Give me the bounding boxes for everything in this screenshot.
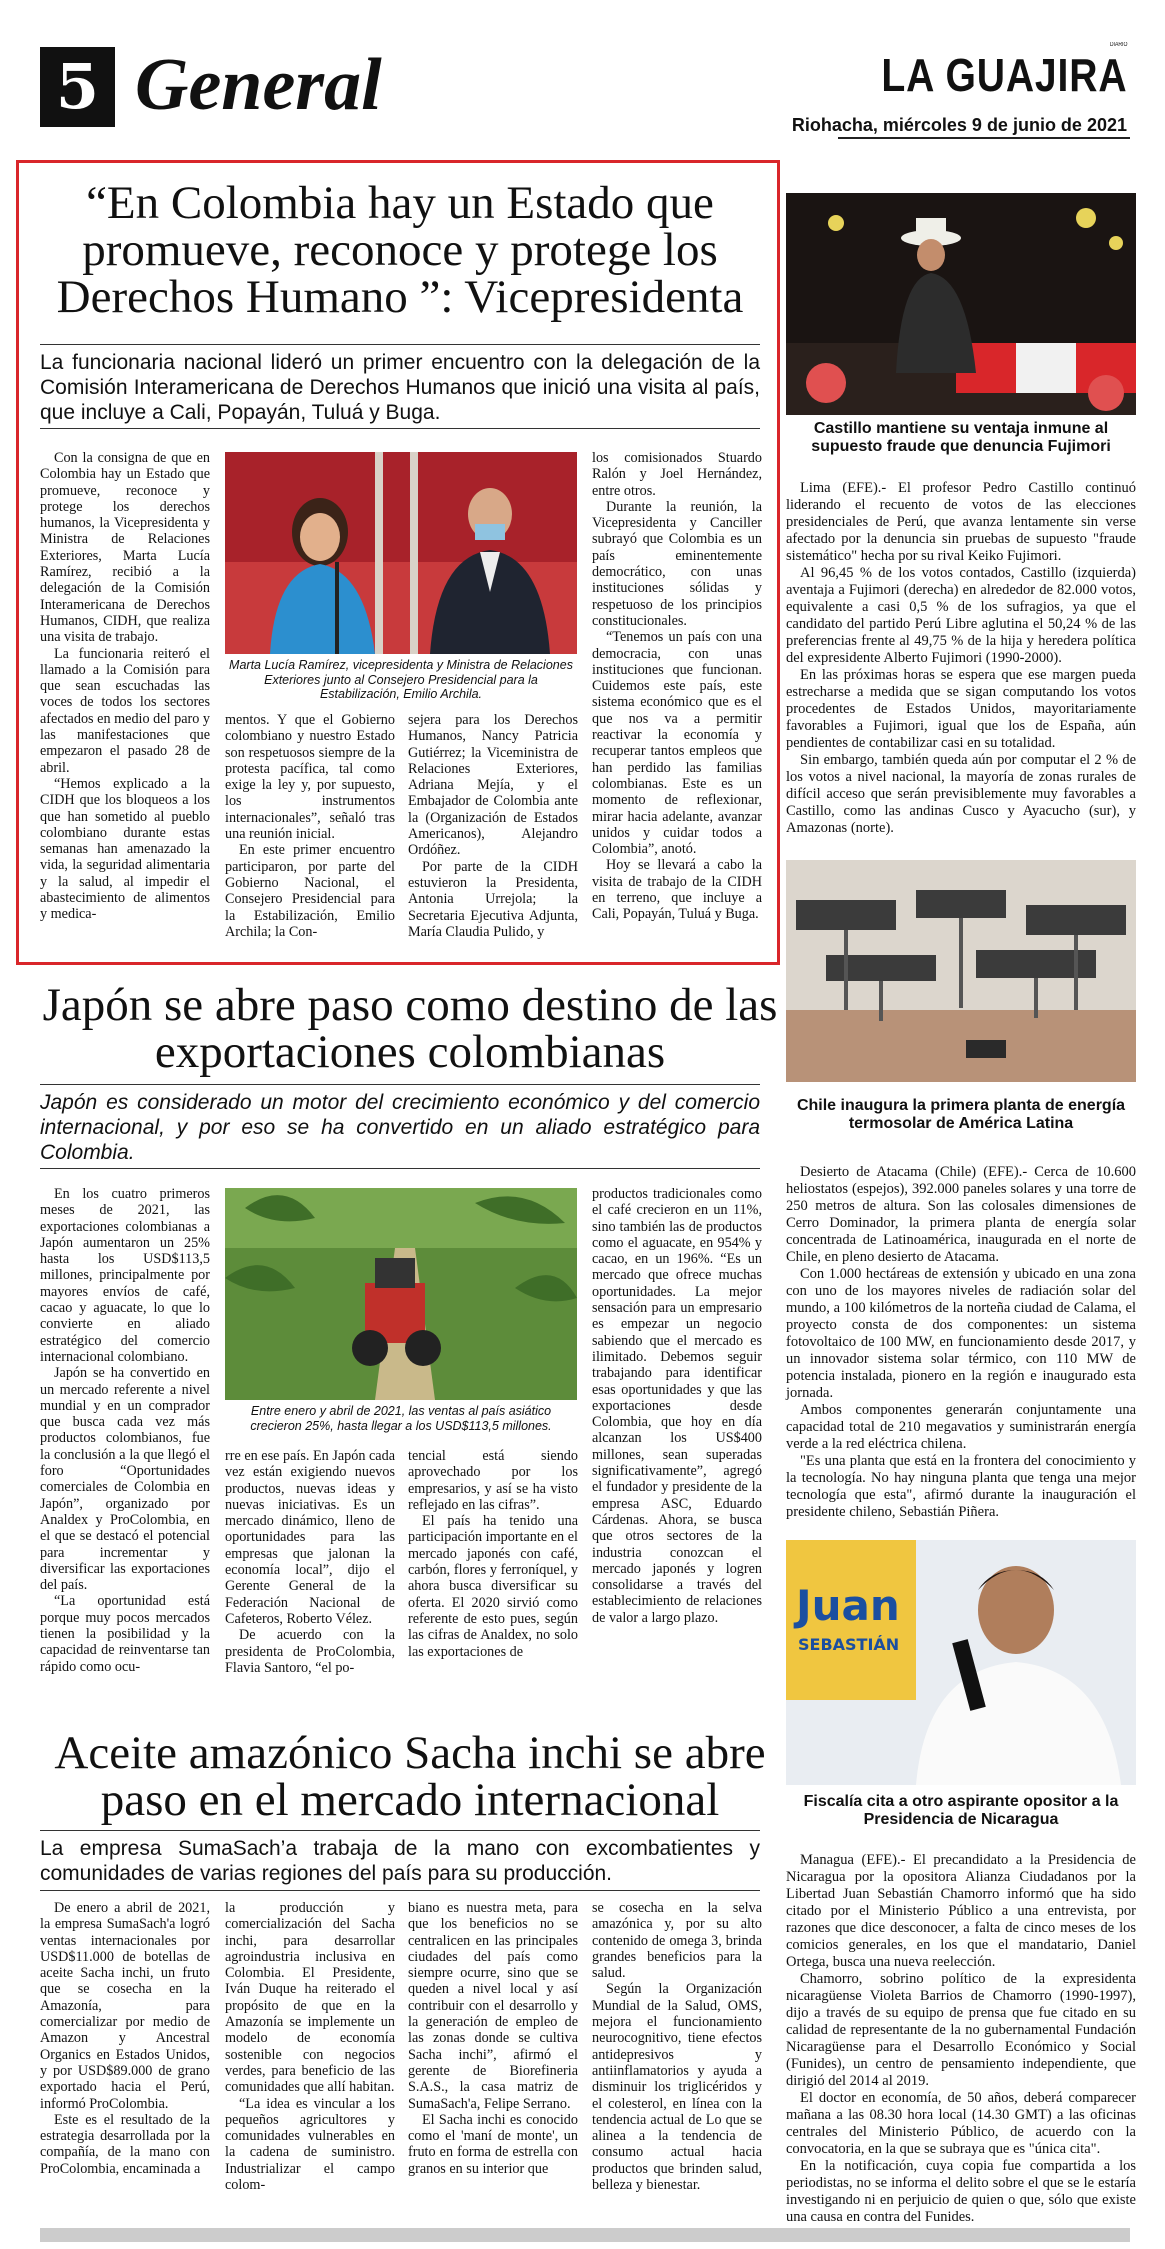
article2-col2 <box>225 1448 395 1676</box>
article3-rule-top <box>40 1830 760 1831</box>
article3-deck: La empresa SumaSach’a trabaja de la mano con excombatientes y comunidades de varias regiones del país para su producción. <box>40 1837 760 1885</box>
brand-name: LA GUAJIRA <box>880 49 1127 101</box>
castillo-rally-photo-illustration <box>786 193 1136 415</box>
page-number: 5 <box>40 47 115 127</box>
side1-title: Castillo mantiene su ventaja inmune al supuesto fraude que denuncia Fujimori <box>811 420 1111 455</box>
article2-photo-caption: Entre enero y abril de 2021, las ventas al país asiático crecieron 25%, hasta llegar a los USD$113,5 millones. <box>250 1404 552 1433</box>
paragraph: “La idea es vincular a los pequeños agricultores y comunidades vulnerables en la cadena de suministro. Industrializar el campo colom- <box>225 2095 395 2194</box>
paragraph: tencial está siendo aprovechado por los empresarios, y así se ha visto reflejado en las cifras”. <box>408 1448 578 1513</box>
paragraph: Con 1.000 hectáreas de extensión y ubicado en una zona con uno de los mayores niveles de radiación solar del mundo, a 100 kilómetros de la norteña ciudad de Calama, el proyecto consta de dos componentes: un sistema fotovoltaico de 100 MW, en funcionamiento desde 2017, y un innovador sistema solar térmico, con 110 MW de potencia instalada, pionero en la región e inaugurado esta jornada. <box>786 1266 1136 1401</box>
article2-photo <box>225 1188 577 1400</box>
paragraph: productos tradicionales como el café crecieron en un 11%, sino también las de productos como el aguacate, en 954% y cacao, en un 196%. “Es un mercado que ofrece muchas oportunidades. La mejor sensación para un empresario es empezar un negocio sabiendo que el mercado es ilimitado. Debemos seguir trabajando para identificar esas oportunidades y que las exportaciones desde Colombia, que hoy en día alcanzan los US$400 millones, sean superadas significativamente”, agregó el fundador y presidente de la empresa ASC, Eduardo Cárdenas. Ahora, se busca que otros sectores de la industria conozcan el mercado japonés y logren consolidarse a través del establecimiento de relaciones de valor a largo plazo. <box>592 1186 762 1626</box>
paragraph: En las próximas horas se espera que ese margen pueda estrecharse a medida que se sigan computando los votos procedentes de Estados Unidos, mayoritariamente favorables a Fujimori, igual que los de España, aún pendientes de contabilizar casi en su totalidad. <box>786 667 1136 751</box>
paragraph: En los cuatro primeros meses de 2021, las exportaciones colombianas a Japón aumentaron un 25% hasta los USD$113,5 millones, principalmente por mayores envíos de café, cacao y aguacate, lo que lo convierte en aliado estratégico del comercio internacional colombiano. <box>40 1186 210 1365</box>
header-rule <box>838 137 1130 139</box>
paragraph: “La oportunidad está porque muy pocos mercados tienen la posibilidad y la capacidad de reinventarse tan rápido como ocu- <box>40 1593 210 1675</box>
paragraph: De acuerdo con la presidenta de ProColombia, Flavia Santoro, “el po- <box>225 1627 395 1676</box>
paragraph: De enero a abril de 2021, la empresa SumaSach'a logró ventas internacionales por USD$11.000 de botellas de aceite Sacha inchi, un fruto que se cosecha en la Amazonía, para comercializar por medio de Amazon y Ancestral Organics en Estados Unidos, y por USD$89.000 de grano exportado hacia el Perú, informó ProColombia. <box>40 1900 210 2112</box>
footer-bar <box>40 2228 1130 2242</box>
paragraph: “Hemos explicado a la CIDH que los bloqueos a los que han sometido al pueblo colombiano durante estas semanas han amenazado la vida, la seguridad alimentaria y la salud, al impedir el abastecimiento de alimentos y medica- <box>40 775 210 923</box>
side2-photo <box>786 860 1136 1082</box>
paragraph: la producción y comercialización del Sacha inchi, para desarrollar agroindustria inclusiva en Colombia. El Presidente, Iván Duque ha reiterado el propósito de que en la Amazonía se implemente un modelo de economía sostenible con negocios verdes, para beneficio de las comunidades que allí habitan. <box>225 1900 395 2096</box>
newspaper-logo <box>880 42 1127 102</box>
article2-headline: Japón se abre paso como destino de las exportaciones colombianas <box>42 979 778 1078</box>
paragraph: En este primer encuentro participaron, por parte del Gobierno Nacional, el Consejero Presidencial para la Estabilización, Emilio Archila; la Con- <box>225 842 395 940</box>
article1-photo <box>225 452 577 654</box>
paragraph: sejera para los Derechos Humanos, Nancy Patricia Gutiérrez; la Viceministra de Relaciones Exteriores, Adriana Mejía, y el Embajador de Colombia ante la (Organización de Estados Americanos), Alejandro Ordóñez. <box>408 712 578 859</box>
paragraph: se cosecha en la selva amazónica y, por su alto contenido de omega 3, brinda grandes beneficios para la salud. <box>592 1900 762 1982</box>
paragraph: Japón se ha convertido en un mercado referente a nivel mundial y en un comprador que busca cada vez más productos colombianos, fue la conclusión a la que llegó el foro “Oportunidades comerciales de Colombia en Japón”, organizado por Analdex y ProColombia, en el que se destacó el potencial para incrementar y diversificar las exportaciones del país. <box>40 1365 210 1594</box>
article1-rule-bottom <box>40 428 760 429</box>
article3-col4 <box>592 1900 762 2193</box>
paragraph: La funcionaria reiteró el llamado a la Comisión para que sean escuchadas las voces de todos los sectores afectados en medio del paro y las manifestaciones que empezaron el pasado 28 de abril. <box>40 645 210 776</box>
paragraph: los comisionados Stuardo Ralón y Joel Hernández, entre otros. <box>592 450 762 499</box>
vicepresident-photo-illustration <box>225 452 577 654</box>
paragraph: Sin embargo, también queda aún por computar el 2 % de los votos a nivel nacional, la mayoría de zonas rurales de difícil acceso que serán previsiblemente muy favorables a Castillo, como las andinas Cusco y Ayacucho (sur), y Amazonas (norte). <box>786 752 1136 836</box>
article1-headline: “En Colombia hay un Estado que promueve, reconoce y protege los Derechos Humano ”: Vicepresidenta <box>56 177 744 323</box>
paragraph: Lima (EFE).- El profesor Pedro Castillo continuó liderando el recuento de votos de las elecciones presidenciales de Perú, que avanza lentamente sin verse afectado por la denuncia sin pruebas de supuesto "fraude sistemático" hecha por su rival Keiko Fujimori. <box>786 480 1136 564</box>
article3-col3 <box>408 1900 578 2177</box>
article2-col4 <box>592 1186 762 1626</box>
side1-photo <box>786 193 1136 415</box>
article3-headline: Aceite amazónico Sacha inchi se abre paso en el mercado internacional <box>54 1727 766 1826</box>
paragraph: “Tenemos un país con una democracia, con unas instituciones que funcionan. Cuidemos este país, este sistema económico que es el que nos va a permitir reactivar la economía y recuperar tantos empleos que han perdido las familias colombianas. Este es un momento de reflexionar, mirar hacia adelante, avanzar unidos y cuidar todos a Colombia”, anotó. <box>592 629 762 858</box>
chamorro-photo-illustration <box>786 1540 1136 1785</box>
paragraph: Managua (EFE).- El precandidato a la Presidencia de Nicaragua por la opositora Alianza Ciudadanos por la Libertad Juan Sebastián Chamorro informó que ha sido citado por el Ministerio Público a una entrevista, por razones que dice desconocer, a falta de cinco meses de los comicios generales, en los que el mandatario, Daniel Ortega, busca una nueva reelección. <box>786 1852 1136 1970</box>
side3-photo <box>786 1540 1136 1785</box>
tractor-farm-photo-illustration <box>225 1188 577 1400</box>
paragraph: El doctor en economía, de 50 años, deberá comparecer mañana a las 08.30 hora local (14.30 GMT) a las oficinas centrales del Ministerio Público, de acuerdo con la convocatoria, en la que se subraya que es "única cita". <box>786 2090 1136 2157</box>
section-title: General <box>135 44 382 126</box>
article1-col4 <box>592 450 762 923</box>
side2-title: Chile inaugura la primera planta de energía termosolar de América Latina <box>796 1097 1126 1132</box>
paragraph: rre en ese país. En Japón cada vez están exigiendo nuevos productos, nuevas ideas y nuevas iniciativas. Es un mercado dinámico, lleno de oportunidades para las empresas que jalonan la economía local”, dijo el Gerente General de la Federación Nacional de Cafeteros, Roberto Vélez. <box>225 1448 395 1627</box>
article1-col2 <box>225 712 395 940</box>
article2-col1 <box>40 1186 210 1675</box>
article1-photo-caption: Marta Lucía Ramírez, vicepresidenta y Ministra de Relaciones Exteriores junto al Consejero Presidencial para la Estabilización, Emilio Archila. <box>229 658 573 701</box>
paragraph: Este es el resultado de la estrategia desarrollada por la compañía, de la mano con ProColombia, encaminada a <box>40 2111 210 2177</box>
paragraph: Chamorro, sobrino político de la expresidenta nicaragüense Violeta Barrios de Chamorro (1990-1997), dijo a través de su equipo de prensa que fue citado en su calidad de representante de la no gubernamental Fundación Nicaragüense para el Desarrollo Económico y Social (Funides), un centro de pensamiento independiente, que dirigió del 2014 al 2019. <box>786 1971 1136 2089</box>
side3-body <box>786 1852 1136 2226</box>
paragraph: Ambos componentes generarán conjuntamente una capacidad total de 210 megavatios y suministrarán energía verde a la red eléctrica chilena. <box>786 1402 1136 1452</box>
paragraph: En la notificación, cuya copia fue compartida a los periodistas, no se informa el delito sobre el que se le estaría investigando ni en perjuicio de quien o que, sólo que existe una causa en contra del Funides. <box>786 2158 1136 2225</box>
paragraph: mentos. Y que el Gobierno colombiano y nuestro Estado son respetuosos siempre de la protesta pacífica, tal como exige la ley y, por supuesto, los instrumentos internacionales”, señaló tras una reunión inicial. <box>225 712 395 843</box>
dateline: Riohacha, miércoles 9 de junio de 2021 <box>791 115 1127 135</box>
article3-col2 <box>225 1900 395 2193</box>
article3-col1 <box>40 1900 210 2177</box>
paragraph: Con la consigna de que en Colombia hay un Estado que promueve, reconoce y protege los derechos humanos, la Vicepresidenta y Ministra de Relaciones Exteriores, Marta Lucía Ramírez, recibió a la delegación de la Comisión Interamericana de Derechos Humanos, CIDH, que realiza una visita de trabajo. <box>40 450 210 646</box>
paragraph: biano es nuestra meta, para que los beneficios no se centralicen en las principales ciudades del país como siempre ocurre, sino que se queden a nivel local y así contribuir con el desarrollo y la generación de empleo de las zonas donde se cultiva Sacha inchi”, afirmó el gerente de Biorefineria S.A.S., la casa matriz de SumaSach'a, Felipe Serrano. <box>408 1900 578 2112</box>
article1-deck: La funcionaria nacional lideró un primer encuentro con la delegación de la Comisión Interamericana de Derechos Humanos que inició una visita al país, que incluye a Cali, Popayán, Tuluá y Buga. <box>40 351 760 424</box>
article2-rule-top <box>40 1084 760 1085</box>
side2-body <box>786 1164 1136 1521</box>
article1-col1 <box>40 450 210 923</box>
paragraph: Al 96,45 % de los votos contados, Castillo (izquierda) aventaja a Fujimori (derecha) en alrededor de 82.000 votos, equivalente a casi 0,5 % de los sufragios, ya que el candidato del partido Perú Libre aglutina el 50,24 % de las preferencias frente al 49,75 % de la hija y heredera política del expresidente Alberto Fujimori (1990-2000). <box>786 565 1136 666</box>
paragraph: Durante la reunión, la Vicepresidenta y Canciller subrayó que Colombia es un país eminentemente democrático, con unas instituciones sólidas y respetuoso de los principios constitucionales. <box>592 498 762 629</box>
article1-col3 <box>408 712 578 940</box>
article2-col3 <box>408 1448 578 1660</box>
paragraph: Hoy se llevará a cabo la visita de trabajo de la CIDH en terreno, que incluye a Cali, Popayán, Tuluá y Buga. <box>592 857 762 923</box>
article3-rule-bottom <box>40 1890 760 1891</box>
paragraph: El país ha tenido una participación importante en el mercado japonés con café, carbón, flores y ferroníquel, y ahora busca diversificar su oferta. El 2020 sirvió como referente de esto pues, según las cifras de Analdex, no solo las exportaciones de <box>408 1513 578 1660</box>
paragraph: El Sacha inchi es conocido como el 'maní de monte', un fruto en forma de estrella con granos en su interior que <box>408 2111 578 2177</box>
side1-body <box>786 480 1136 837</box>
paragraph: "Es una planta que está en la frontera del conocimiento y la tecnología. No hay ninguna planta que tenga una mejor tecnología que esta", afirmó durante la inauguración el presidente chileno, Sebastián Piñera. <box>786 1453 1136 1520</box>
paragraph: Desierto de Atacama (Chile) (EFE).- Cerca de 10.600 heliostatos (espejos), 392.000 paneles solares y una torre de 250 metros de altura. Son las colosales dimensiones de Cerro Dominador, la primera planta de energía solar concentrada de Latinoamérica, inaugurada en el norte de Chile, en pleno desierto de Atacama. <box>786 1164 1136 1265</box>
side3-title: Fiscalía cita a otro aspirante opositor a la Presidencia de Nicaragua <box>803 1793 1119 1828</box>
solar-plant-photo-illustration <box>786 860 1136 1082</box>
article2-rule-bottom <box>40 1168 760 1169</box>
paragraph: Por parte de la CIDH estuvieron la Presidenta, Antonia Urrejola; la Secretaria Ejecutiva Adjunta, María Claudia Pulido, y <box>408 858 578 940</box>
article2-deck: Japón es considerado un motor del crecimiento económico y del comercio internacional, y por eso se ha convertido en un aliado estratégico para Colombia. <box>40 1091 760 1164</box>
banner-text: Juan <box>796 1581 900 1630</box>
banner-text-2: SEBASTIÁN <box>798 1635 900 1654</box>
paragraph: Según la Organización Mundial de la Salud, OMS, mejora el funcionamiento neurocognitivo, tiene efectos antidepresivos y antiinflamatorios y ayuda a disminuir los triglicéridos y el colesterol, en línea con la tendencia actual de Lo que se alinea a la tendencia de consumo actual hacia productos que brinden salud, belleza y bienestar. <box>592 1981 762 2194</box>
brand-small: DIARIO <box>1109 42 1127 48</box>
article1-rule-top <box>40 344 760 345</box>
